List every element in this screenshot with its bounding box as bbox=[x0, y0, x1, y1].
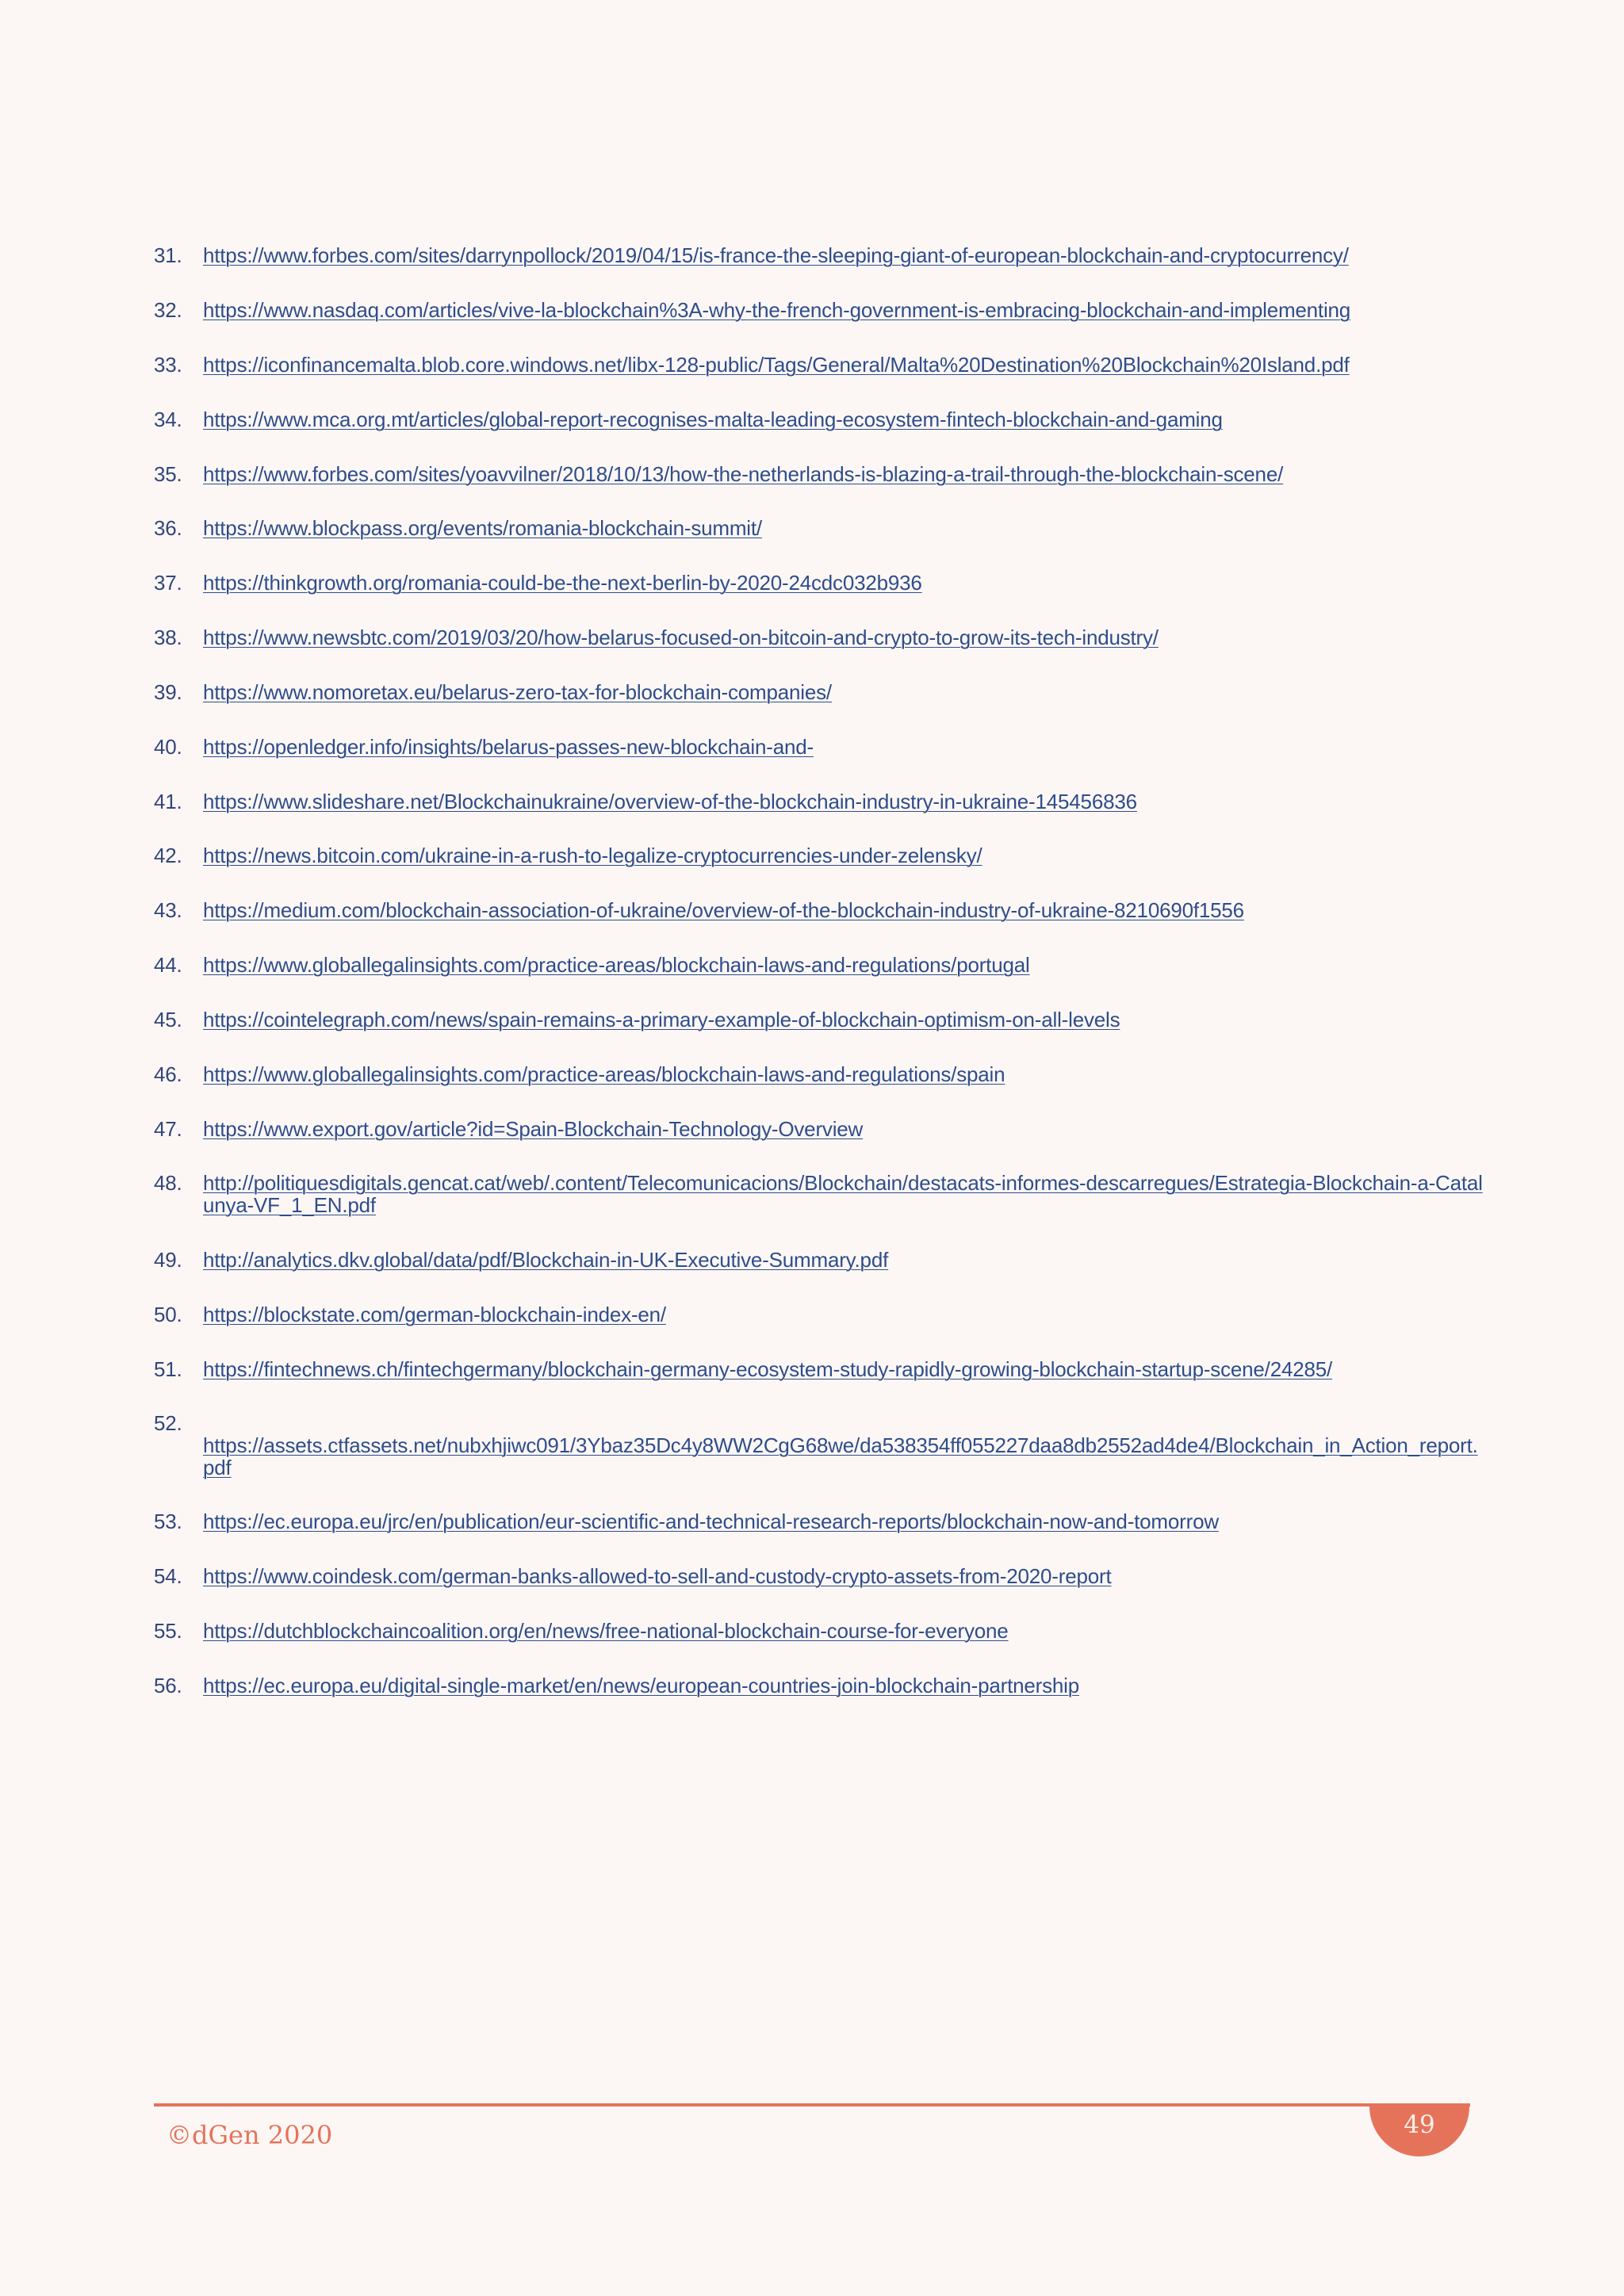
reference-link[interactable]: https://www.nasdaq.com/articles/vive-la-blockchain%3A-why-the-french-government-is-embracing-blockchain-and-implementing bbox=[203, 298, 1351, 322]
reference-number: 56. bbox=[154, 1674, 182, 1697]
reference-link[interactable]: https://www.blockpass.org/events/romania-blockchain-summit/ bbox=[203, 516, 762, 540]
reference-link[interactable]: https://www.export.gov/article?id=Spain-Blockchain-Technology-Overview bbox=[203, 1117, 864, 1141]
reference-link[interactable]: https://blockstate.com/german-blockchain-index-en/ bbox=[203, 1303, 666, 1326]
reference-link[interactable]: https://assets.ctfassets.net/nubxhjiwc091/3Ybaz35Dc4y8WW2CgG68we/da538354ff055227daa8db2552ad4de4/Blockchain_in_Action_report.pdf bbox=[203, 1433, 1478, 1479]
reference-link[interactable]: https://www.newsbtc.com/2019/03/20/how-belarus-focused-on-bitcoin-and-crypto-to-grow-its-tech-industry/ bbox=[203, 626, 1159, 649]
reference-number: 36. bbox=[154, 516, 182, 540]
reference-number: 48. bbox=[154, 1171, 182, 1195]
reference-link[interactable]: https://openledger.info/insights/belarus-passes-new-blockchain-and- bbox=[203, 735, 814, 759]
reference-item bbox=[154, 1620, 1486, 1642]
reference-item bbox=[154, 1358, 1486, 1380]
reference-number: 54. bbox=[154, 1564, 182, 1588]
reference-number: 37. bbox=[154, 571, 182, 595]
footer-divider bbox=[154, 2103, 1470, 2107]
reference-link[interactable]: https://cointelegraph.com/news/spain-remains-a-primary-example-of-blockchain-optimism-on-all-levels bbox=[203, 1008, 1120, 1031]
reference-number: 34. bbox=[154, 408, 182, 431]
reference-item bbox=[154, 354, 1486, 376]
reference-item bbox=[154, 244, 1486, 266]
reference-link[interactable]: https://news.bitcoin.com/ukraine-in-a-rush-to-legalize-cryptocurrencies-under-zelensky/ bbox=[203, 844, 982, 867]
reference-number: 52. bbox=[154, 1411, 182, 1435]
reference-link[interactable]: https://iconfinancemalta.blob.core.windows.net/libx-128-public/Tags/General/Malta%20Destination%20Blockchain%20Island.pdf bbox=[203, 353, 1350, 377]
reference-link[interactable]: https://www.mca.org.mt/articles/global-report-recognises-malta-leading-ecosystem-fintech-blockchain-and-gaming bbox=[203, 408, 1223, 431]
reference-item bbox=[154, 572, 1486, 594]
reference-item bbox=[154, 1565, 1486, 1587]
reference-item bbox=[154, 1172, 1486, 1216]
reference-item bbox=[154, 517, 1486, 539]
reference-item bbox=[154, 1249, 1486, 1271]
reference-number: 43. bbox=[154, 898, 182, 922]
reference-link[interactable]: https://ec.europa.eu/jrc/en/publication/eur-scientific-and-technical-research-reports/blockchain-now-and-tomorrow bbox=[203, 1510, 1219, 1533]
reference-number: 33. bbox=[154, 353, 182, 377]
reference-number: 44. bbox=[154, 953, 182, 977]
reference-item bbox=[154, 1510, 1486, 1533]
reference-link[interactable]: https://www.coindesk.com/german-banks-allowed-to-sell-and-custody-crypto-assets-from-2020-report bbox=[203, 1564, 1112, 1588]
reference-link[interactable]: https://dutchblockchaincoalition.org/en/news/free-national-blockchain-course-for-everyone bbox=[203, 1619, 1009, 1643]
reference-number: 50. bbox=[154, 1303, 182, 1326]
reference-item bbox=[154, 736, 1486, 758]
reference-item bbox=[154, 463, 1486, 485]
reference-number: 55. bbox=[154, 1619, 182, 1643]
reference-number: 38. bbox=[154, 626, 182, 649]
reference-number: 40. bbox=[154, 735, 182, 759]
footer-copyright: ©dGen 2020 bbox=[167, 2120, 333, 2150]
reference-link[interactable]: https://www.nomoretax.eu/belarus-zero-tax-for-blockchain-companies/ bbox=[203, 680, 832, 704]
reference-link[interactable]: https://thinkgrowth.org/romania-could-be-the-next-berlin-by-2020-24cdc032b936 bbox=[203, 571, 922, 595]
reference-link[interactable]: https://www.globallegalinsights.com/practice-areas/blockchain-laws-and-regulations/spain bbox=[203, 1062, 1005, 1086]
reference-item bbox=[154, 954, 1486, 976]
reference-item bbox=[154, 1008, 1486, 1031]
reference-number: 49. bbox=[154, 1248, 182, 1272]
reference-item bbox=[154, 899, 1486, 921]
reference-number: 46. bbox=[154, 1062, 182, 1086]
page-number-badge: 49 bbox=[1369, 2104, 1469, 2156]
reference-item bbox=[154, 408, 1486, 430]
reference-item bbox=[154, 1412, 1486, 1479]
reference-link[interactable]: https://ec.europa.eu/digital-single-market/en/news/european-countries-join-blockchain-partnership bbox=[203, 1674, 1079, 1697]
reference-item bbox=[154, 1063, 1486, 1085]
reference-number: 45. bbox=[154, 1008, 182, 1031]
reference-link[interactable]: https://www.forbes.com/sites/darrynpollock/2019/04/15/is-france-the-sleeping-giant-of-european-blockchain-and-cryptocurrency/ bbox=[203, 243, 1349, 267]
reference-number: 32. bbox=[154, 298, 182, 322]
reference-number: 53. bbox=[154, 1510, 182, 1533]
reference-item bbox=[154, 1118, 1486, 1140]
reference-link[interactable]: https://medium.com/blockchain-association-of-ukraine/overview-of-the-blockchain-industry-of-ukraine-8210690f1556 bbox=[203, 898, 1244, 922]
reference-link[interactable]: http://analytics.dkv.global/data/pdf/Blockchain-in-UK-Executive-Summary.pdf bbox=[203, 1248, 889, 1272]
reference-link[interactable]: https://www.globallegalinsights.com/practice-areas/blockchain-laws-and-regulations/portugal bbox=[203, 953, 1030, 977]
reference-number: 31. bbox=[154, 243, 182, 267]
reference-number: 39. bbox=[154, 680, 182, 704]
reference-item bbox=[154, 681, 1486, 703]
reference-link[interactable]: http://politiquesdigitals.gencat.cat/web/.content/Telecomunicacions/Blockchain/destacats-informes-descarregues/Estrategia-Blockchain-a-Catalunya-VF_1_EN.pdf bbox=[203, 1171, 1483, 1217]
reference-link[interactable]: https://www.forbes.com/sites/yoavvilner/2018/10/13/how-the-netherlands-is-blazing-a-trail-through-the-blockchain-scene/ bbox=[203, 462, 1284, 486]
reference-item bbox=[154, 844, 1486, 867]
reference-number: 41. bbox=[154, 790, 182, 813]
reference-item bbox=[154, 1303, 1486, 1326]
reference-number: 47. bbox=[154, 1117, 182, 1141]
reference-item bbox=[154, 626, 1486, 649]
reference-item bbox=[154, 1674, 1486, 1697]
reference-item bbox=[154, 299, 1486, 321]
reference-number: 42. bbox=[154, 844, 182, 867]
reference-number: 51. bbox=[154, 1357, 182, 1381]
reference-item bbox=[154, 790, 1486, 813]
reference-link[interactable]: https://www.slideshare.net/Blockchainukraine/overview-of-the-blockchain-industry-in-ukraine-145456836 bbox=[203, 790, 1137, 813]
reference-number: 35. bbox=[154, 462, 182, 486]
reference-link[interactable]: https://fintechnews.ch/fintechgermany/blockchain-germany-ecosystem-study-rapidly-growing-blockchain-startup-scene/24285/ bbox=[203, 1357, 1333, 1381]
